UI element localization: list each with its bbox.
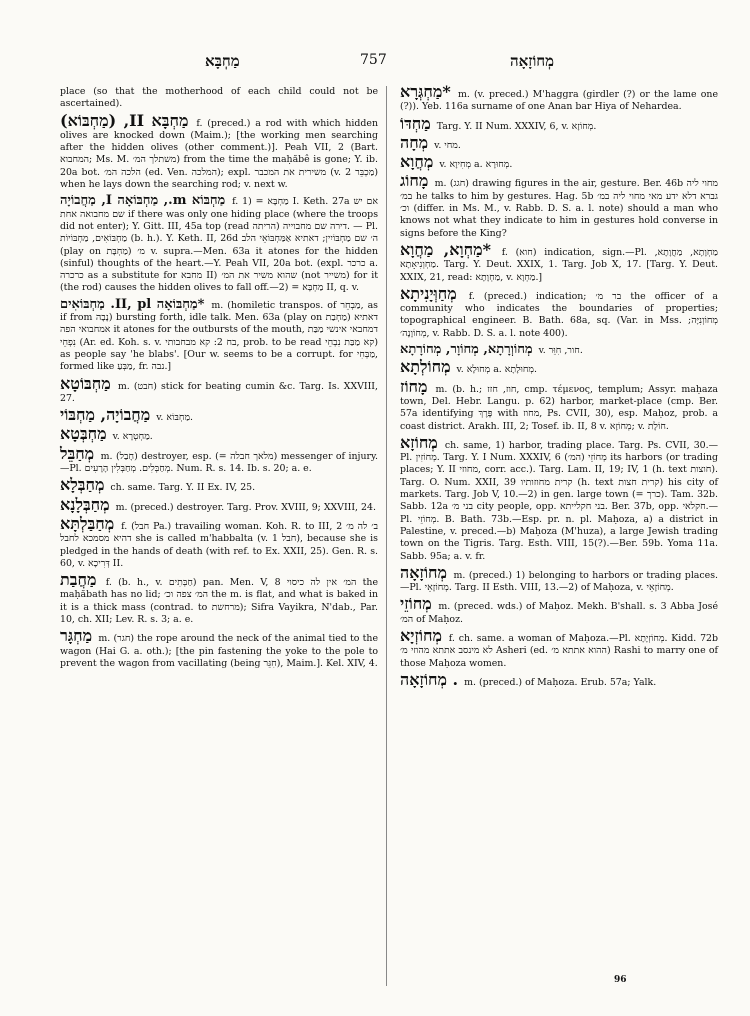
entry-headword: מַחְבָּא II, (מַחְבּוֹא): [60, 110, 189, 130]
entry-text: f. (preced.) a rod with which hidden olives are knocked down (Maim.); [the working men searching after the hidden olives (other comment.)]. Peah VII, 2 (Bart. המחבוא; Ms. M. משתלך המ׳) from the time the maḥăbê is gone; Y. ib. 20a bot. הלכה המ׳ (ed. Ven. המלכה); expl. משירית את המכבר (v. מַכְבֵּר 2) when he lays down the searching rod; v. next w.: [60, 117, 379, 191]
page-number: 757: [360, 52, 387, 68]
dictionary-entry: [60, 296, 379, 374]
dictionary-entry: [60, 443, 378, 476]
entry-headword: מַחְבּוֹטָא: [60, 373, 111, 393]
entry-headword: מְחַוְּיָנִיתָא: [400, 283, 457, 303]
entry-text: Targ. Y. II Num. XXXIV, 6, v. מְחוֹזָא.: [436, 120, 597, 132]
entry-text: m. (v. preced.) M'haggra (girdler (?) or the lame one (?)). Yeb. 116a surname of one Anan bar Hiya of Nehardea.: [400, 89, 718, 113]
dictionary-entry: [400, 357, 718, 377]
entry-headword: מַחְדּוֹ: [400, 113, 431, 133]
dictionary-entry: [400, 113, 718, 133]
entry-headword: מַחֲבוֹיָה, מַחְבּוֹי: [60, 405, 151, 425]
entry-headword: מַחְבּוֹא m., מַחְבּוֹאָה I, מַחֲבוֹיָה: [60, 193, 226, 209]
left-column: [60, 86, 378, 674]
entry-text: v. מְחִיוָא a. מְחוּרָא.: [439, 159, 513, 171]
dictionary-entry: [400, 132, 718, 152]
entry-text: v. מַחְטְרָא.: [112, 431, 153, 443]
entry-text: v. מְחוּלָא a. מְחוּלָתָא.: [456, 364, 537, 376]
entry-headword: . מְחוֹזָאָה: [400, 669, 459, 689]
entry-headword: מָחוֹז: [400, 376, 428, 396]
entry-text: v. מחי.: [434, 139, 461, 151]
entry-text: ch. same, 1) harbor, trading place. Targ. Ps. CVII, 30.—Pl. מְחוֹזִין. Targ. Y. I Num. XXXIV, 6 מְחוֹזֵי (המ׳) its harbors (or trading places; Y. II מחוזי, corr. acc.). Targ. Lam. II, 19; IV, 1 (h. text חוצות). Targ. O. Num. XXII, 39 קרית מחוזותיו (h. text קרית חצות) his city of markets. Targ. Job V, 10.—2) in gen. large town (= כרך). Tam. 32b. Sabb. 12a בני מ׳ city people, opp. בני חקלייתא. Ber. 37b, opp. חקלאי.—Pl. מְחוֹזֵי. B. Bath. 73b.—Esp. pr. n. pl. Maḥoza, a) a district in Palestine, v. preced.—b) Maḥoza (M'huza), a large Jewish trading town on the Tigris. Targ. Esth. VIII, 15(?).—Ber. 59b. Yoma 11a. Sabb. 95a; a. v. fr.: [400, 439, 718, 562]
entry-continuation: [60, 86, 378, 111]
dictionary-entry: [400, 594, 719, 626]
dictionary-entry: [60, 195, 378, 294]
entry-headword: מְחָה: [400, 132, 429, 152]
entry-text: v. מַחְבּוֹא.: [156, 412, 194, 424]
entry-headword: מַחְבְּטָא: [60, 424, 107, 444]
dictionary-entry: [400, 432, 718, 563]
entry-text: m. (חָבַל) destroyer, esp. (= מלאך חבלה) messenger of injury.—Pl. מְחַבְּלִים. מְחַבְּלִין הָרָעִים. Num. R. s. 14. Ib. s. 20; a. e.: [60, 450, 378, 475]
entry-headword: מְחַבְּלָא: [60, 475, 105, 495]
entry-text: f. 1) = מַחְבָּא I. Keth. 27a אם יש שם מחבואה אחת if there was only one hiding place (where the troops did not enter); Y. Gitt. III, 45a top (read הריתה) דירה שם מחבוייה. — Pl. מַחְבּוֹאִים, מַחְבּוֹיוֹת (b. h.). Y. Keth. II, 26d ה׳ שם מַחְבּוֹיִין; דאתיא אַמַּחְבּוֹאֵי הלב (play on מַחְבָּת) מ׳ v. supra.—Men. 63a it atones for the hidden (sinful) thoughts of the heart.—Y. Peah VII, 20a bot. (expl. כרכר a. כרכרה as a substitute for מחבא II) שהוא משיר את המ׳ (not משייר) for it (the rod) causes the hidden olives to fall off.—2) = מַחְבָּא II, q. v.: [60, 196, 379, 294]
entry-headword: מְחוֹזְיָא: [400, 625, 442, 645]
dictionary-entry: [60, 513, 378, 570]
entry-text: ch. same. Targ. Y. II Ex. IV, 25.: [110, 482, 256, 494]
entry-text: m. (homiletic transpos. of מַבְחֵר, as if from נָבָה) bursting forth, idle talk. Men. 63a (play on מַחְבַת) דאתיא אמחבואי הפה it atones for the outbursts of the mouth, דמחבאי אינשי מַבַּת נִפְחֵי (Ar. ed. Koh. s. v. בח 2: קא מבחבותי, prob. to be read קא מַבַּת נִבְחֵי) as people say 'he blabs'. [Our w. seems to be a corrupt. for מַבְּחִי, formed like מַבְּעַ, fr. נבה.]: [60, 299, 379, 373]
dictionary-entry: [60, 570, 379, 626]
entry-text: f. (b. h., v. חַבְּתִים) pan. Men. V, 8 המ׳ אין לה כיסוי the maḥăbath has no lid; המ׳ צפה וכ׳ the m. is flat, and what is baked in it is a thick mass (contrad. to מרחשת); Sifra Vayikra, N'dab., Par. 10, ch. XII; Lev. R. s. 3; a. e.: [60, 577, 379, 625]
dictionary-entry: [400, 171, 718, 239]
dictionary-entry: [400, 562, 718, 595]
dictionary-entry: [60, 475, 378, 495]
entry-text: f. ch. same. a woman of Maḥoza.—Pl. מְחוֹזְיָתָא. Kidd. 72b לא מינסב אתתא מהוזי מ׳ Asheri (ed. ההוא אתתא מ׳) Rashi to marry one of those Maḥoza women.: [400, 632, 719, 669]
dictionary-entry: [60, 110, 379, 192]
entry-text: f. (חבל Pa.) travailing woman. Koh. R. to III, 2 ב׳ לה מ׳ דהיא מסמכא לחבל she is called m'habbalta (v. חבל 1), because she is pledged in the hands of death (with ref. to Ex. XXII, 25). Gen. R. s. 60, v. דְּרִיכָא II.: [60, 520, 378, 569]
dictionary-entry: [400, 669, 718, 689]
dictionary-entry: [400, 625, 719, 670]
dictionary-entry: [400, 283, 718, 340]
entry-headword: מָחוֹג: [400, 171, 429, 191]
column-divider: [386, 86, 387, 986]
entry-text: m. (preced. wds.) of Maḥoz. Mekh. B'shall. s. 3 Abba José המ׳ of Maḥoz.: [400, 601, 719, 625]
entry-text: m. (b. h.; חוז, חזז, cmp. τέμενος, templum; Assyr. maḥaza town, Del. Hebr. Langu. p. 62) harbor, market-place (cmp. Ber. 57a identifying פֶּרֶךְ with מחוז, Ps. CVII, 30), esp. Maḥoz, prob. a coast district. Arakh. III, 2; Tosef. ib. II, 8 v. מְחוֹזָא; v. חוֹלָת.: [400, 383, 718, 432]
entry-headword: מְחוֹזֵי: [400, 594, 432, 614]
signature-mark: 96: [614, 975, 627, 985]
entry-headword: מְחַבַּלְתָּא: [60, 513, 115, 533]
entry-text: m. (preced.) of Maḥoza. Erub. 57a; Yalk.: [464, 676, 657, 688]
header-right-word: מְחוֹזָאָה: [510, 52, 555, 70]
entry-headword: מְחַבֵּל: [60, 443, 95, 463]
entry-text: m. (preced.) 1) belonging to harbors or trading places.—Pl. מְחוֹזָאֵי. Targ. II Esth. VIII, 13.—2) of Maḥoza, v. מְחוֹזָאֵי.: [400, 569, 718, 594]
dictionary-entry: [60, 424, 378, 444]
entry-headword: מְחֲוָא: [400, 152, 434, 172]
dictionary-entry: [60, 626, 379, 670]
entry-headword: מַחְגָּר: [60, 626, 93, 646]
page-header: [0, 52, 750, 76]
entry-headword: *מַחְגְּרָא: [400, 82, 451, 101]
header-left-word: מַחְבָּא: [205, 52, 240, 70]
entry-text: m. (חגר) the rope around the neck of the animal tied to the wagon (Hai G. a. oth.); [the pin fastening the yoke to the pole to prevent the wagon from vacillating (being חִגֵּר), Maim.]. Kel. XIV, 4.: [60, 633, 379, 669]
right-column: [400, 82, 719, 693]
entry-headword: מְחוֹזָא: [400, 432, 438, 452]
dictionary-entry: [60, 373, 378, 406]
entry-text: f. (preced.) indication; בר מ׳ the officer of a community who indicates the boundaries of properties; topographical engineer. B. Bath. 68a, sq. (Var. in Mss. מְחוֹוְנִיָּה; מְחוֹוָנָה׳, v. Rabb. D. S. a. l. note 400).: [400, 290, 718, 339]
dictionary-entry: [400, 152, 718, 172]
entry-text: place (so that the motherhood of each child could not be ascertained).: [60, 86, 378, 110]
dictionary-entry: [60, 494, 378, 514]
entry-headword: מְחוֹלְתָא: [400, 357, 451, 377]
entry-headword: *מַחְוָא, מַחֲוָא: [400, 239, 491, 259]
entry-headword: מְחוֹוְרָתָא, מְחוֹוָר, מְחוֹרָתָא: [400, 342, 533, 358]
entry-text: m. (חגג) drawing figures in the air, gesture. Ber. 46b מחוי ליה במ׳ he talks to him by gestures. Hag. 5b גברא דלא ידע מאי מחוי ליה במ׳ וכ׳ (differ. in Ms. M., v. Rabb. D. S. a. l. note) should a man who knows not what they indicate to him in gestures hold converse in signs before the King?: [400, 178, 718, 239]
entry-headword: מְחוֹזָאָה: [400, 562, 447, 582]
entry-headword: מְחַבְּלָנָא: [60, 494, 110, 514]
entry-text: m. (preced.) destroyer. Targ. Prov. XVIII, 9; XXVIII, 24.: [115, 501, 376, 513]
dictionary-entry: [400, 376, 718, 433]
entry-text: m. (חבט) stick for beating cumin &c. Targ. Is. XXVIII, 27.: [60, 380, 378, 404]
entry-text: f. (חוא) indication, sign.—Pl. מַחְוָתָא, מַחֲוָתָא, מַחְוְנִיאָתָא. Targ. Y. Deut. XXIX, 1. Targ. Job X, 17. [Targ. Y. Deut. XXIX, 21, read: מַחְוָתָא, v. מַחְוָא.]: [400, 246, 718, 283]
entry-text: v. חור, חִוֵּר.: [538, 345, 583, 357]
dictionary-entry: [60, 405, 378, 425]
entry-headword: מַחֲבַת: [60, 570, 97, 590]
dictionary-entry: [400, 344, 718, 357]
entry-headword: *מַחְבּוֹאָה II, pl. מַחְבּוֹאִים: [60, 296, 205, 312]
dictionary-entry: [400, 82, 718, 114]
dictionary-entry: [400, 239, 718, 284]
